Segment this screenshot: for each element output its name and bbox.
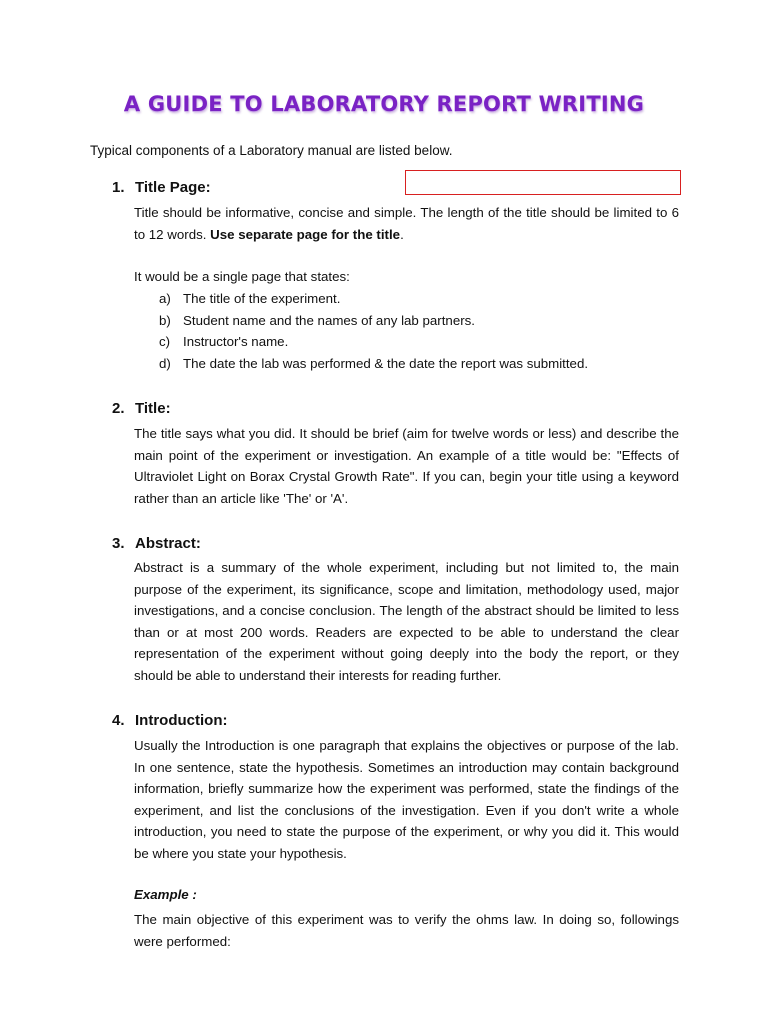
section-paragraph-abstract: Abstract is a summary of the whole experiment, including but not limited to, the main purpose of the experiment, its significance, scope and limitation, methodology used, major investigations, and a concise conclusion. The length of the abstract should be limited to less than or at most 200 words. Readers are expected to be able to understand the clear representation of the experiment without going deeply into the body the report, or they should be able to understand their interests for reading further. [134, 560, 679, 683]
list-item-text: The title of the experiment. [183, 291, 341, 306]
list-item [159, 331, 588, 353]
section-heading-label: Abstract: [135, 535, 201, 552]
list-item [159, 288, 588, 310]
title-page-list [159, 288, 588, 374]
section-paragraph-introduction: Usually the Introduction is one paragraph that explains the objectives or purpose of the lab. In one sentence, state the hypothesis. Sometimes an introduction may contain background information, briefly summarize how the experiment was performed, state the findings of the experiment, and list the conclusions of the investigation. Even if you don't write a whole introduction, you need to state the purpose of the experiment, or why you did it. This would be where you state your hypothesis. [134, 738, 679, 861]
section-heading-label: Introduction: [135, 712, 228, 729]
list-marker: b) [159, 312, 171, 328]
para-end: . [400, 226, 404, 242]
example-paragraph: The main objective of this experiment was to verify the ohms law. In doing so, followings were performed: [134, 912, 679, 949]
list-item-text: Instructor's name. [183, 334, 289, 350]
section-heading-label: Title: [135, 400, 171, 417]
highlight-box [405, 170, 681, 195]
section-heading-title-page [112, 179, 211, 196]
list-marker: a) [159, 291, 171, 306]
section-number: 4. [112, 712, 125, 729]
list-item [159, 310, 588, 332]
section-heading-label: Title Page: [135, 179, 211, 196]
section-number: 1. [112, 179, 125, 196]
list-item-text: Student name and the names of any lab partners. [183, 312, 475, 328]
list-item-text: The date the lab was performed & the date the report was submitted. [183, 355, 589, 371]
example-label: Example : [134, 887, 197, 902]
para-bold-text: Use separate page for the title [210, 226, 401, 242]
section-heading-abstract [112, 535, 201, 552]
section-number: 2. [112, 400, 125, 417]
para-text: Title should be informative, concise and simple. The length of the title should be limited to 6 to 12 words. [134, 205, 679, 242]
document-title: A GUIDE TO LABORATORY REPORT WRITING [123, 92, 645, 116]
section-paragraph-title: The title says what you did. It should be brief (aim for twelve words or less) and describe the main point of the experiment or investigation. An example of a title would be: "Effects of Ultraviolet Light on Borax Crystal Growth Rate". If you can, begin your title using a keyword rather than an article like 'The' or 'A'. [134, 426, 679, 506]
section-heading-introduction [112, 712, 227, 729]
list-lead-text: It would be a single page that states: [134, 269, 350, 284]
section-number: 3. [112, 535, 125, 552]
section-heading-title [112, 400, 171, 417]
list-marker: d) [159, 355, 171, 371]
section-paragraph-title-page [134, 202, 679, 245]
list-marker: c) [159, 334, 171, 350]
intro-text: Typical components of a Laboratory manual are listed below. [90, 143, 453, 158]
list-item [159, 353, 588, 375]
